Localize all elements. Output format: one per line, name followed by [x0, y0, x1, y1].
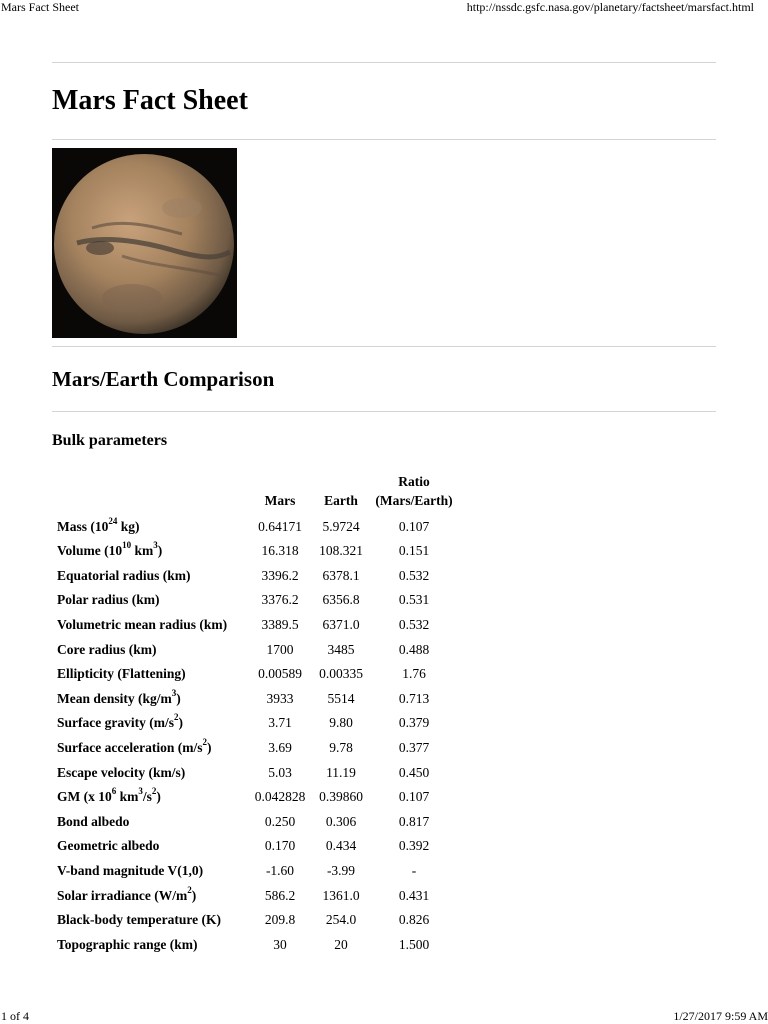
label-text: Equatorial radius (km)	[57, 567, 191, 583]
section-heading: Bulk parameters	[52, 432, 168, 449]
label-text: )	[176, 690, 181, 706]
label-text: Volume (10	[57, 543, 123, 559]
cell-ratio: 0.713	[398, 690, 430, 706]
label-superscript: 6	[111, 786, 117, 797]
label-text: Volumetric mean radius (km)	[57, 616, 228, 632]
cell-mars: 0.00589	[258, 666, 302, 682]
divider	[52, 62, 716, 63]
cell-ratio: 0.379	[398, 715, 430, 731]
divider	[52, 411, 716, 412]
cell-earth: 5.9724	[322, 518, 360, 534]
cell-ratio: -	[411, 862, 417, 878]
cell-earth: -3.99	[326, 862, 356, 878]
cell-ratio: 0.450	[398, 764, 430, 780]
label-text: Solar irradiance (W/m	[57, 887, 188, 903]
cell-earth: 6356.8	[322, 592, 360, 608]
cell-ratio: 0.532	[398, 616, 430, 632]
label-text: Topographic range (km)	[57, 936, 198, 952]
cell-earth: 5514	[327, 690, 355, 706]
label-superscript: 24	[108, 515, 118, 526]
table-row	[54, 731, 457, 756]
page-count: 1 of 4	[1, 1009, 29, 1023]
label-text: Surface acceleration (m/s	[57, 739, 203, 755]
label-text: Ellipticity (Flattening)	[57, 666, 186, 682]
cell-ratio: 1.500	[398, 936, 430, 952]
table-row	[54, 928, 457, 953]
row-label	[54, 756, 249, 781]
cell-mars: 209.8	[264, 912, 296, 928]
row-label	[54, 510, 249, 535]
cell-ratio: 0.107	[398, 789, 430, 805]
cell-mars: 3.71	[268, 715, 292, 731]
cell-earth: 3485	[327, 641, 355, 657]
cell-mars: 3.69	[268, 739, 292, 755]
row-label	[54, 854, 249, 879]
cell-earth: 6371.0	[322, 616, 360, 632]
row-label	[54, 584, 249, 609]
table-row	[54, 510, 457, 535]
row-label	[54, 633, 249, 658]
label-superscript: 2	[173, 712, 179, 723]
cell-mars: 0.250	[264, 813, 296, 829]
cell-mars: 586.2	[264, 887, 296, 903]
label-text: )	[156, 789, 161, 805]
bulk-parameters-table	[54, 472, 457, 953]
label-text: )	[178, 715, 183, 731]
row-label	[54, 879, 249, 904]
row-label	[54, 535, 249, 560]
cell-earth: 0.39860	[319, 789, 363, 805]
label-text: Core radius (km)	[57, 641, 157, 657]
cell-earth: 0.434	[325, 838, 357, 854]
cell-ratio: 0.392	[398, 838, 430, 854]
label-text: kg)	[117, 518, 140, 534]
label-superscript: 2	[187, 884, 192, 895]
cell-ratio: 0.431	[398, 887, 430, 903]
page-title: Mars Fact Sheet	[52, 85, 248, 116]
cell-ratio: 0.377	[398, 739, 430, 755]
table-row	[54, 756, 457, 781]
header-ratio	[371, 472, 457, 510]
label-superscript: 2	[151, 786, 157, 797]
label-text: Geometric albedo	[57, 838, 160, 854]
cell-earth: 11.19	[326, 764, 356, 780]
cell-ratio: 0.488	[398, 641, 430, 657]
label-text: )	[191, 887, 197, 903]
cell-ratio: 0.107	[398, 518, 430, 534]
label-text: Bond albedo	[57, 813, 130, 829]
label-text: /s	[142, 789, 152, 805]
browser-url[interactable]: http://nssdc.gsfc.nasa.gov/planetary/factsheet/marsfact.html	[466, 0, 754, 14]
cell-mars: 1700	[266, 641, 294, 657]
cell-mars: 0.170	[264, 838, 296, 854]
label-text: )	[206, 739, 212, 755]
label-text: Escape velocity (km/s)	[57, 764, 186, 780]
row-label	[54, 830, 249, 855]
cell-ratio: 0.826	[398, 912, 430, 928]
header-ratio-line2: (Mars/Earth)	[375, 493, 453, 508]
label-text: )	[157, 543, 163, 559]
header-blank	[54, 472, 249, 510]
cell-mars: 5.03	[268, 764, 292, 780]
table-row	[54, 707, 457, 732]
cell-earth: 254.0	[325, 912, 357, 928]
print-timestamp: 1/27/2017 9:59 AM	[673, 1009, 768, 1023]
label-text: GM (x 10	[57, 789, 112, 805]
row-label	[54, 707, 249, 732]
table-row	[54, 682, 457, 707]
cell-earth: 0.306	[325, 813, 357, 829]
cell-mars: 3389.5	[261, 616, 299, 632]
cell-mars: 16.318	[261, 543, 299, 559]
label-text: km	[116, 789, 139, 805]
table-row	[54, 633, 457, 658]
label-superscript: 3	[138, 786, 143, 797]
row-label	[54, 781, 249, 806]
row-label	[54, 731, 249, 756]
header-ratio-line1: Ratio	[398, 474, 430, 489]
table-row	[54, 559, 457, 584]
row-label	[54, 805, 249, 830]
browser-page-title: Mars Fact Sheet	[1, 0, 79, 14]
row-label	[54, 658, 249, 683]
cell-mars: 30	[273, 936, 287, 952]
table-header-row	[54, 472, 457, 510]
label-superscript: 3	[153, 540, 158, 551]
cell-earth: 9.78	[329, 739, 353, 755]
cell-ratio: 0.531	[398, 592, 430, 608]
divider	[52, 346, 716, 347]
cell-mars: 3396.2	[261, 567, 299, 583]
row-label	[54, 682, 249, 707]
label-text: Polar radius (km)	[57, 592, 160, 608]
row-label	[54, 904, 249, 929]
label-superscript: 2	[202, 736, 207, 747]
label-text: Black-body temperature (K)	[57, 912, 221, 928]
table-row	[54, 805, 457, 830]
comparison-heading: Mars/Earth Comparison	[52, 367, 275, 391]
cell-ratio: 0.532	[398, 567, 430, 583]
cell-mars: 0.042828	[254, 789, 306, 805]
cell-earth: 20	[334, 936, 348, 952]
cell-ratio: 0.151	[398, 543, 430, 559]
row-label	[54, 928, 249, 953]
table-row	[54, 584, 457, 609]
cell-earth: 6378.1	[322, 567, 360, 583]
table-row	[54, 879, 457, 904]
row-label	[54, 608, 249, 633]
table-row	[54, 608, 457, 633]
row-label	[54, 559, 249, 584]
cell-earth: 0.00335	[319, 666, 363, 682]
mars-globe-image	[52, 148, 237, 338]
label-superscript: 10	[122, 540, 132, 551]
divider	[52, 139, 716, 140]
cell-earth: 9.80	[329, 715, 353, 731]
cell-mars: -1.60	[265, 862, 295, 878]
table-row	[54, 781, 457, 806]
cell-earth: 1361.0	[322, 887, 360, 903]
cell-mars: 3933	[266, 690, 294, 706]
table-row	[54, 658, 457, 683]
cell-earth: 108.321	[319, 543, 363, 559]
cell-mars: 0.64171	[258, 518, 302, 534]
label-text: Mass (10	[57, 518, 109, 534]
table-row	[54, 854, 457, 879]
cell-mars: 3376.2	[261, 592, 299, 608]
cell-ratio: 1.76	[402, 666, 426, 682]
label-text: V-band magnitude V(1,0)	[57, 862, 204, 878]
table-row	[54, 535, 457, 560]
label-superscript: 3	[171, 687, 177, 698]
label-text: Surface gravity (m/s	[57, 715, 174, 731]
table-row	[54, 830, 457, 855]
label-text: km	[131, 543, 154, 559]
header-earth: Earth	[324, 493, 358, 508]
cell-ratio: 0.817	[398, 813, 430, 829]
table-row	[54, 904, 457, 929]
header-mars: Mars	[264, 493, 296, 508]
label-text: Mean density (kg/m	[57, 690, 172, 706]
